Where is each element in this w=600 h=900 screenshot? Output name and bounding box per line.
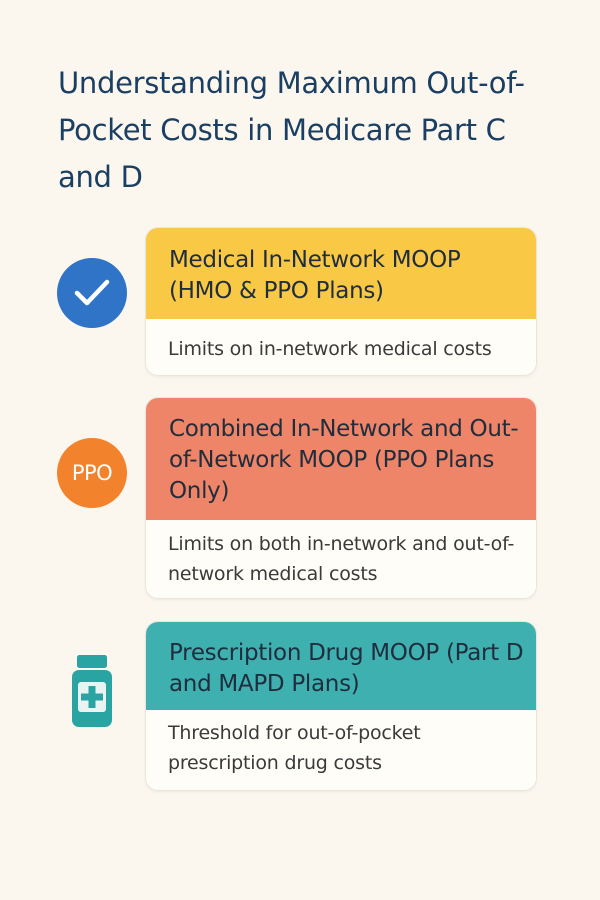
card-description: Limits on in-network medical costs bbox=[168, 338, 492, 360]
card-description: Threshold for out-of-pocket prescription drug costs bbox=[168, 722, 421, 774]
medicine-bottle-icon bbox=[70, 654, 114, 728]
card-heading: Medical In-Network MOOP (HMO & PPO Plans) bbox=[146, 228, 536, 319]
moop-card bbox=[146, 622, 536, 790]
checkmark-icon bbox=[57, 258, 127, 328]
page-title: Understanding Maximum Out-of-Pocket Costs in Medicare Part C and D bbox=[58, 66, 525, 194]
card-heading: Prescription Drug MOOP (Part D and MAPD Plans) bbox=[146, 622, 536, 710]
ppo-badge-label: PPO bbox=[71, 461, 113, 485]
moop-card bbox=[146, 228, 536, 375]
ppo-badge-icon bbox=[57, 438, 127, 508]
card-description: Limits on both in-network and out-of-network medical costs bbox=[168, 533, 515, 585]
card-heading: Combined In-Network and Out-of-Network MOOP (PPO Plans Only) bbox=[146, 398, 536, 520]
moop-card bbox=[146, 398, 536, 598]
